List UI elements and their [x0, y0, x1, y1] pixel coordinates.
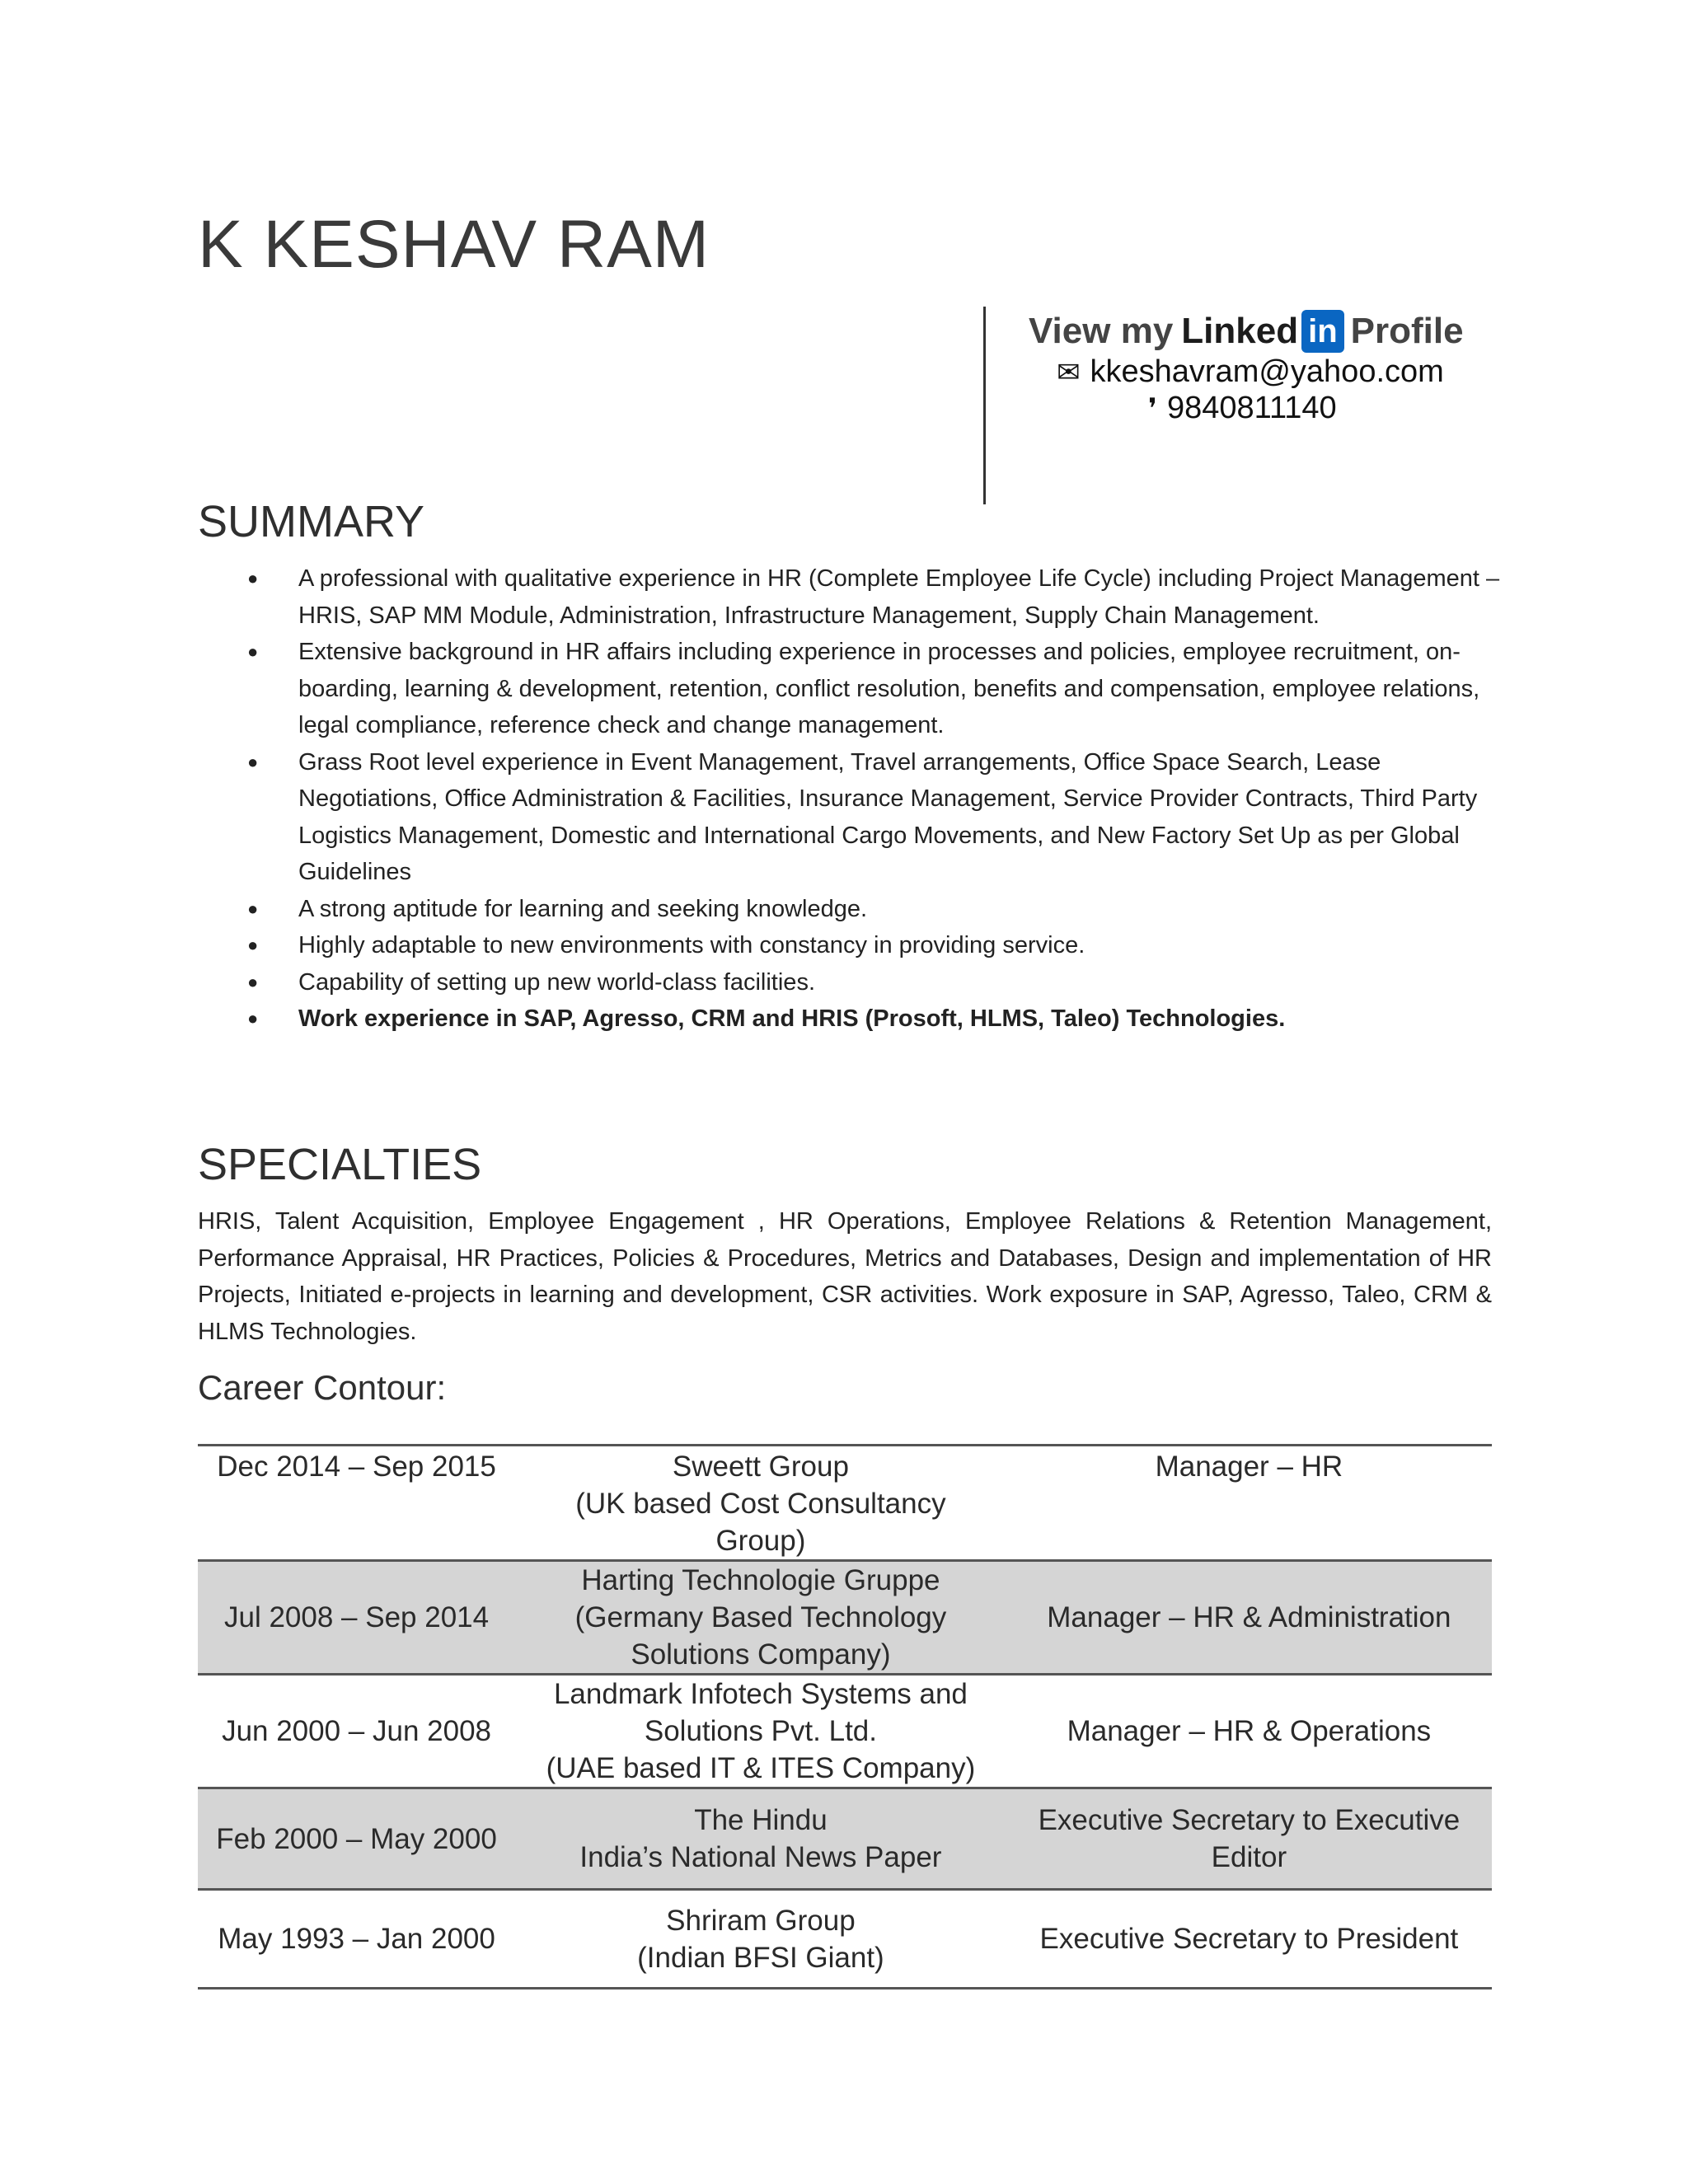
career-period: May 1993 – Jan 2000 — [218, 1923, 495, 1955]
career-company: Landmark Infotech Systems and Solutions Pvt. Ltd. — [553, 1678, 968, 1747]
career-period: Jul 2008 – Sep 2014 — [223, 1601, 490, 1633]
career-company: The Hindu — [694, 1804, 828, 1836]
phone-contact[interactable] — [1148, 391, 1337, 426]
contact-divider — [983, 307, 986, 504]
career-role: Manager – HR — [1155, 1451, 1343, 1483]
career-company: Harting Technologie Gruppe — [581, 1564, 940, 1596]
linkedin-suffix: Profile — [1350, 311, 1464, 351]
career-company-cell — [515, 1890, 1006, 1989]
career-company-note: (Germany Based Technology Solutions Company) — [574, 1601, 947, 1671]
linkedin-icon: in — [1301, 310, 1344, 353]
career-company-cell — [515, 1446, 1006, 1561]
envelope-icon: ✉ — [1057, 356, 1081, 388]
table-row — [198, 1446, 1492, 1561]
summary-list — [198, 560, 1500, 1038]
summary-heading: SUMMARY — [198, 497, 425, 546]
career-period: Jun 2000 – Jun 2008 — [222, 1715, 492, 1747]
summary-item: ● Highly adaptable to new environments with constancy in providing service. — [198, 927, 1500, 964]
career-table — [198, 1444, 1492, 1990]
career-period: Dec 2014 – Sep 2015 — [217, 1451, 496, 1483]
career-company-note: (UK based Cost Consultancy Group) — [575, 1488, 946, 1557]
email-address: kkeshavram@yahoo.com — [1090, 354, 1444, 389]
summary-item: ● Grass Root level experience in Event Management, Travel arrangements, Office Space Search, Lease Negotiations, Office Administration & Facilities, Insurance Management, Service Provider Contracts, Third Party Logistics Management, Domestic and International Cargo Movements, and New Factory Set Up as per Global Guidelines — [198, 744, 1500, 891]
email-contact[interactable] — [1057, 354, 1444, 390]
career-period: Feb 2000 – May 2000 — [216, 1822, 497, 1855]
career-company-cell — [515, 1561, 1006, 1675]
phone-number: 9840811140 — [1166, 391, 1337, 425]
table-row — [198, 1561, 1492, 1675]
summary-item: ● Capability of setting up new world-class facilities. — [198, 964, 1500, 1001]
career-company-cell — [515, 1675, 1006, 1788]
linkedin-logo-text: Linked — [1181, 311, 1299, 351]
summary-item: ● A professional with qualitative experience in HR (Complete Employee Life Cycle) including Project Management – HRIS, SAP MM Module, Administration, Infrastructure Management, Supply Chain Management. — [198, 560, 1500, 634]
career-heading: Career Contour: — [198, 1368, 447, 1407]
career-company-note: (Indian BFSI Giant) — [637, 1941, 884, 1974]
career-company-note: India’s National News Paper — [579, 1841, 942, 1873]
summary-item: ● A strong aptitude for learning and seeking knowledge. — [198, 891, 1500, 928]
specialties-text: HRIS, Talent Acquisition, Employee Engagement , HR Operations, Employee Relations & Retention Management, Performance Appraisal, HR Practices, Policies & Procedures, Metrics and Databases, Design and implementation of HR Projects, Initiated e-projects in learning and development, CSR activities. Work exposure in SAP, Agresso, Taleo, CRM & HLMS Technologies. — [198, 1208, 1492, 1345]
linkedin-prefix: View my — [1029, 311, 1174, 351]
career-role: Executive Secretary to Executive Editor — [1038, 1804, 1461, 1873]
career-role: Manager – HR & Operations — [1067, 1715, 1432, 1747]
career-role: Manager – HR & Administration — [1047, 1601, 1451, 1633]
table-row — [198, 1788, 1492, 1890]
linkedin-profile-link[interactable] — [1029, 307, 1464, 356]
summary-item: ● Extensive background in HR affairs including experience in processes and policies, employee recruitment, on-boarding, learning & development, retention, conflict resolution, benefits and compensation, employee relations, legal compliance, reference check and change management. — [198, 634, 1500, 744]
table-row — [198, 1890, 1492, 1989]
career-company: Sweett Group — [672, 1451, 849, 1483]
career-company-note: (UAE based IT & ITES Company) — [546, 1752, 976, 1784]
career-company: Shriram Group — [666, 1904, 856, 1937]
table-row — [198, 1675, 1492, 1788]
candidate-name: K KESHAV RAM — [198, 207, 710, 282]
specialties-heading: SPECIALTIES — [198, 1140, 482, 1189]
summary-item: ● Work experience in SAP, Agresso, CRM and HRIS (Prosoft, HLMS, Taleo) Technologies. — [198, 1001, 1500, 1038]
career-role: Executive Secretary to President — [1039, 1923, 1459, 1955]
career-company-cell — [515, 1788, 1006, 1890]
phone-icon: ❜ — [1148, 392, 1157, 424]
